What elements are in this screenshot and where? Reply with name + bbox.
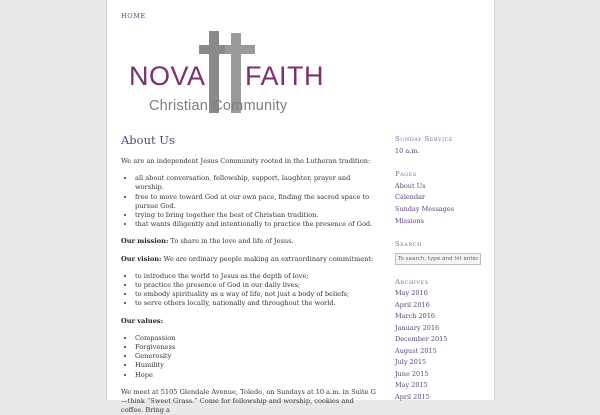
sidebar-link-about-us[interactable]: About Us	[395, 181, 426, 190]
sidebar-link-missions[interactable]: Missions	[395, 216, 424, 225]
archives-widget	[395, 277, 487, 404]
sunday-service-widget	[395, 134, 487, 157]
list-item: • Generosity	[135, 352, 377, 361]
sunday-service-heading: Sunday Service	[395, 135, 454, 143]
values-list	[121, 334, 377, 380]
site-logo[interactable]	[129, 31, 325, 119]
archives-heading: Archives	[395, 277, 429, 286]
vision-text: We are ordinary people making an extraordinary commitment:	[161, 254, 374, 263]
mission-text: To share in the love and life of Jesus.	[168, 237, 294, 246]
search-input[interactable]	[395, 253, 481, 265]
values-label: Our values:	[121, 316, 164, 325]
archive-link[interactable]: January 2016	[395, 323, 440, 332]
values-heading	[121, 317, 377, 326]
list-item: • to embody spirituality as a way of life, not just a body of beliefs;	[135, 290, 377, 299]
sidebar	[395, 134, 487, 415]
search-heading: Search	[395, 240, 422, 249]
nav-home-link[interactable]: HOME	[121, 12, 146, 20]
list-item: • to practice the presence of God in our daily lives;	[135, 281, 377, 290]
intro-text: We are an independent Jesus Community rooted in the Lutheran tradition:	[121, 157, 371, 165]
sidebar-link-calendar[interactable]: Calendar	[395, 193, 426, 202]
pages-heading: Pages	[395, 170, 417, 179]
list-item: • trying to bring together the best of Christian tradition.	[135, 211, 377, 220]
list-item: • to introduce the world to Jesus as the depth of love;	[135, 272, 377, 281]
archive-link[interactable]: December 2015	[395, 335, 448, 344]
archive-link[interactable]: May 2016	[395, 289, 428, 298]
archive-link[interactable]: August 2015	[395, 346, 437, 355]
archive-link[interactable]: March 2016	[395, 312, 436, 321]
vision-label: Our vision:	[121, 254, 162, 263]
pages-widget	[395, 169, 487, 227]
list-item: • Humility	[135, 361, 377, 370]
archive-link[interactable]: April 2016	[395, 300, 430, 309]
list-item: • Hope	[135, 371, 377, 380]
list-item: • free to move toward God at our own pace, finding the sacred space to pursue God.	[135, 193, 377, 211]
logo-word-nova: NOVA	[129, 61, 206, 91]
main-content	[121, 134, 377, 415]
mission-label: Our mission:	[121, 237, 169, 246]
meeting-info: We meet at 5105 Glendale Avenue, Toledo, on Sundays at 10 a.m. in Suite G—think “Sweet Grass.” Come for fellowship and worship, cookies and coffee. Bring a	[121, 387, 376, 415]
logo-word-faith: FAITH	[245, 61, 325, 91]
search-widget	[395, 239, 487, 265]
list-item: • that wants diligently and intentionally to practice the presence of God.	[135, 220, 377, 229]
mission-paragraph	[121, 237, 377, 246]
archive-link[interactable]: July 2015	[395, 358, 427, 367]
about-list	[121, 174, 377, 229]
archive-link[interactable]: April 2015	[395, 392, 430, 401]
logo-tagline: Christian Community	[149, 98, 288, 114]
sidebar-link-sunday-messages[interactable]: Sunday Messages	[395, 204, 454, 213]
list-item: • to serve others locally, nationally and throughout the world.	[135, 299, 377, 308]
vision-list	[121, 272, 377, 309]
list-item: • Forgiveness	[135, 343, 377, 352]
archive-link[interactable]: May 2015	[395, 381, 428, 390]
page-title: About Us	[121, 133, 175, 147]
archive-link[interactable]: June 2015	[395, 369, 429, 378]
vision-paragraph	[121, 255, 377, 264]
page-container	[106, 0, 495, 415]
service-time: 10 a.m.	[395, 146, 420, 155]
list-item: • Compassion	[135, 334, 377, 343]
list-item: • all about conversation, fellowship, support, laughter, prayer and worship.	[135, 174, 377, 192]
